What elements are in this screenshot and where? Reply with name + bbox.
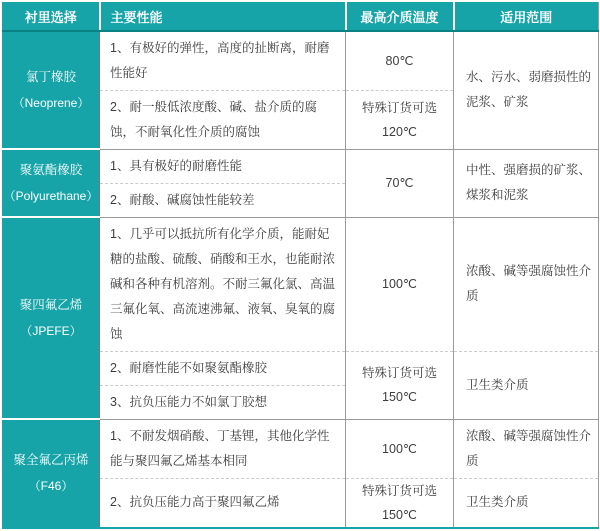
temp-value: 150℃ [382,507,417,522]
performance-cell: 2、耐一般低浓度酸、碱、盐介质的腐蚀，不耐氧化性介质的腐蚀 [100,90,346,149]
performance-cell: 3、抗负压能力不如氯丁胶想 [100,385,346,419]
material-name: 聚四氟乙烯 [19,298,83,312]
material-en-name: （F46） [28,479,74,494]
temp-value: 120℃ [382,124,417,139]
header-lining-selection: 衬里选择 [3,3,100,31]
temp-cell: 100℃ [346,419,454,478]
scope-cell: 卫生类介质 [454,478,599,528]
temp-cell: 100℃ [346,217,454,351]
material-en-name: （Polyurethane） [3,189,99,203]
temp-note: 特殊订货可选 [361,366,437,380]
table-row [3,31,599,91]
table-row [3,419,599,478]
performance-cell: 2、抗负压能力高于聚四氟乙烯 [100,478,346,528]
table-row [3,149,599,183]
scope-cell: 浓酸、碱等强腐蚀性介质 [454,419,599,478]
performance-cell: 1、有极好的弹性，高度的扯断离，耐磨性能好 [100,31,346,91]
scope-cell: 中性、强磨损的矿浆、煤浆和泥浆 [454,149,599,217]
material-name: 聚全氟乙丙烯 [13,453,89,468]
header-row [3,3,599,31]
material-cell-polyurethane [3,149,100,217]
performance-cell: 1、具有极好的耐磨性能 [100,149,346,183]
header-applicable-scope: 适用范围 [454,3,599,31]
material-cell-f46 [3,419,100,528]
header-main-performance: 主要性能 [100,3,346,31]
temp-cell: 80℃ [346,31,454,91]
performance-cell: 2、耐酸、碱腐蚀性能较差 [100,183,346,217]
lining-spec-table [2,2,599,529]
material-cell-ptfe [3,217,100,419]
temp-cell [346,478,454,528]
temp-cell: 70℃ [346,149,454,217]
header-max-medium-temp: 最高介质温度 [346,3,454,31]
performance-cell: 1、几乎可以抵抗所有化学介质，能耐妃糖的盐酸、硫酸、硝酸和王水，也能耐浓碱和各种有机溶剂。不耐三氟化氯、高温三氟化氧、高流速沸氟、液氧、臭氧的腐蚀 [100,217,346,351]
performance-cell: 1、不耐发烟硝酸、丁基锂，其他化学性能与聚四氟乙烯基本相同 [100,419,346,478]
material-cell-neoprene [3,31,100,150]
temp-note: 特殊订货可选 [361,100,437,115]
material-name: 氯丁橡胶 [25,69,76,84]
scope-cell: 卫生类介质 [454,351,599,419]
material-en-name: （Neoprene） [12,95,90,110]
temp-note: 特殊订货可选 [361,483,437,498]
scope-cell: 水、污水、弱磨损性的泥浆、矿浆 [454,31,599,150]
scope-cell: 浓酸、碱等强腐蚀性介质 [454,217,599,351]
material-en-name: （JPEFE） [20,324,82,338]
temp-value: 150℃ [382,390,417,404]
temp-cell [346,351,454,419]
performance-cell: 2、耐磨性能不如聚氨酯橡胶 [100,351,346,385]
material-name: 聚氨酯橡胶 [19,163,83,177]
temp-cell [346,90,454,149]
table-row [3,217,599,351]
